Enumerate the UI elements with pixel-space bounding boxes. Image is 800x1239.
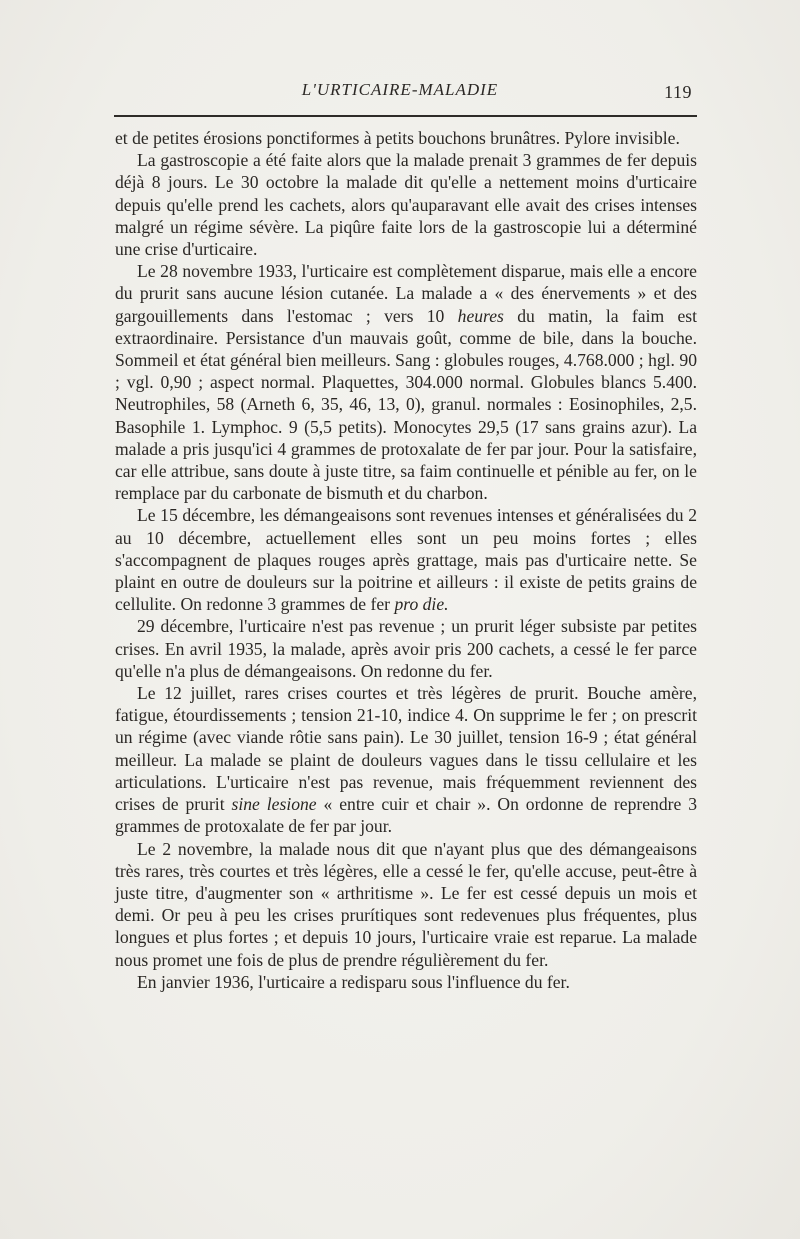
running-head — [0, 80, 800, 104]
paragraph-text: 29 décembre, l'urticaire n'est pas revenue ; un prurit léger subsiste par petites crises. En avril 1935, la malade, après avoir pris 200 cachets, a cessé le fer parce qu'elle n'a plus de démangeaisons. On redonne du fer. — [115, 616, 697, 681]
running-title: L'URTICAIRE-MALADIE — [301, 80, 499, 99]
paragraph-text: Le 2 novembre, la malade nous dit que n'ayant plus que des démangeaisons très rares, très courtes et très légères, elle a cessé le fer, qu'elle accuse, peut-être à juste titre, d'augmenter son « arthritisme ». Le fer est cessé depuis un mois et demi. Or peu à peu les crises prurítiques sont redevenues plus fréquentes, plus longues et plus fortes ; et depuis 10 jours, l'urticaire vraie est reparue. La malade nous promet une fois de plus de prendre régulièrement du fer. — [115, 838, 697, 970]
paragraph — [115, 682, 697, 837]
paragraph — [115, 149, 697, 260]
paragraph-text: du matin, la faim est extraordinaire. Persistance d'un mauvais goût, comme de bile, dans la bouche. Sommeil et état général bien meilleurs. Sang : globules rouges, 4.768.000 ; hgl. 90 ; vgl. 0,90 ; aspect normal. Plaquettes, 304.000 normal. Globules blancs 5.400. Neutrophiles, 58 (Arneth 6, 35, 46, 13, 0), granul. normales : Eosinophiles, 2,5. Basophile 1. Lymphoc. 9 (5,5 petits). Monocytes 29,5 (17 sans grains azur). La malade a pris jusqu'ici 4 grammes de protoxalate de fer par jour. Pour la satisfaire, car elle attribue, sans doute à juste titre, sa faim continuelle et pénible au fer, on le remplace par du carbonate de bismuth et du charbon. — [115, 305, 697, 504]
paragraph — [115, 838, 697, 971]
paragraph — [115, 260, 697, 504]
italic-text: sine lesione — [231, 794, 317, 815]
paragraph-text: Le 12 juillet, rares crises courtes et très légères de prurit. Bouche amère, fatigue, étourdissements ; tension 21-10, indice 4. On supprime le fer ; on prescrit un régime (avec viande rôtie sans pain). Le 30 juillet, tension 16-9 ; état général meilleur. La malade se plaint de douleurs vagues dans le tissu cellulaire et les articulations. L'urticaire n'est pas revenue, mais fréquemment reviennent des crises de prurit — [115, 683, 697, 815]
paragraph-text: Le 28 novembre 1933, l'urticaire est complètement disparue, mais elle a encore du prurit sans aucune lésion cutanée. La malade a « des énervements » et des gargouillements dans l'estomac ; vers 10 — [115, 261, 697, 326]
page-number: 119 — [664, 82, 692, 102]
header-rule — [114, 115, 697, 117]
paragraph — [115, 615, 697, 682]
paragraph — [115, 971, 697, 993]
italic-text: pro die. — [394, 594, 449, 615]
paragraph — [115, 127, 697, 149]
italic-text: heures — [457, 305, 504, 326]
paragraph-text: et de petites érosions ponctiformes à petits bouchons brunâtres. Pylore invisible. — [115, 128, 680, 148]
body-text — [115, 127, 697, 993]
paragraph-text: En janvier 1936, l'urticaire a redisparu sous l'influence du fer. — [137, 971, 570, 992]
paragraph — [115, 504, 697, 615]
paragraph-text: « entre cuir et chair ». On ordonne de reprendre 3 grammes de protoxalate de fer par jour. — [115, 794, 698, 837]
paragraph-text: La gastroscopie a été faite alors que la malade prenait 3 grammes de fer depuis déjà 8 jours. Le 30 octobre la malade dit qu'elle a nettement moins d'urticaire depuis qu'elle prend les cachets, alors qu'auparavant elle avait des crises intenses malgré un régime sévère. La piqûre faite lors de la gastroscopie lui a déterminé une crise d'urticaire. — [115, 150, 697, 260]
paragraph-text: Le 15 décembre, les démangeaisons sont revenues intenses et généralisées du 2 au 10 décembre, actuellement elles sont un peu moins fortes ; elles s'accompagnent de plaques rouges après grattage, mais pas d'urticaire nette. Se plaint en outre de douleurs sur la poitrine et ailleurs : il existe de petits grains de cellulite. On redonne 3 grammes de fer — [115, 505, 697, 615]
